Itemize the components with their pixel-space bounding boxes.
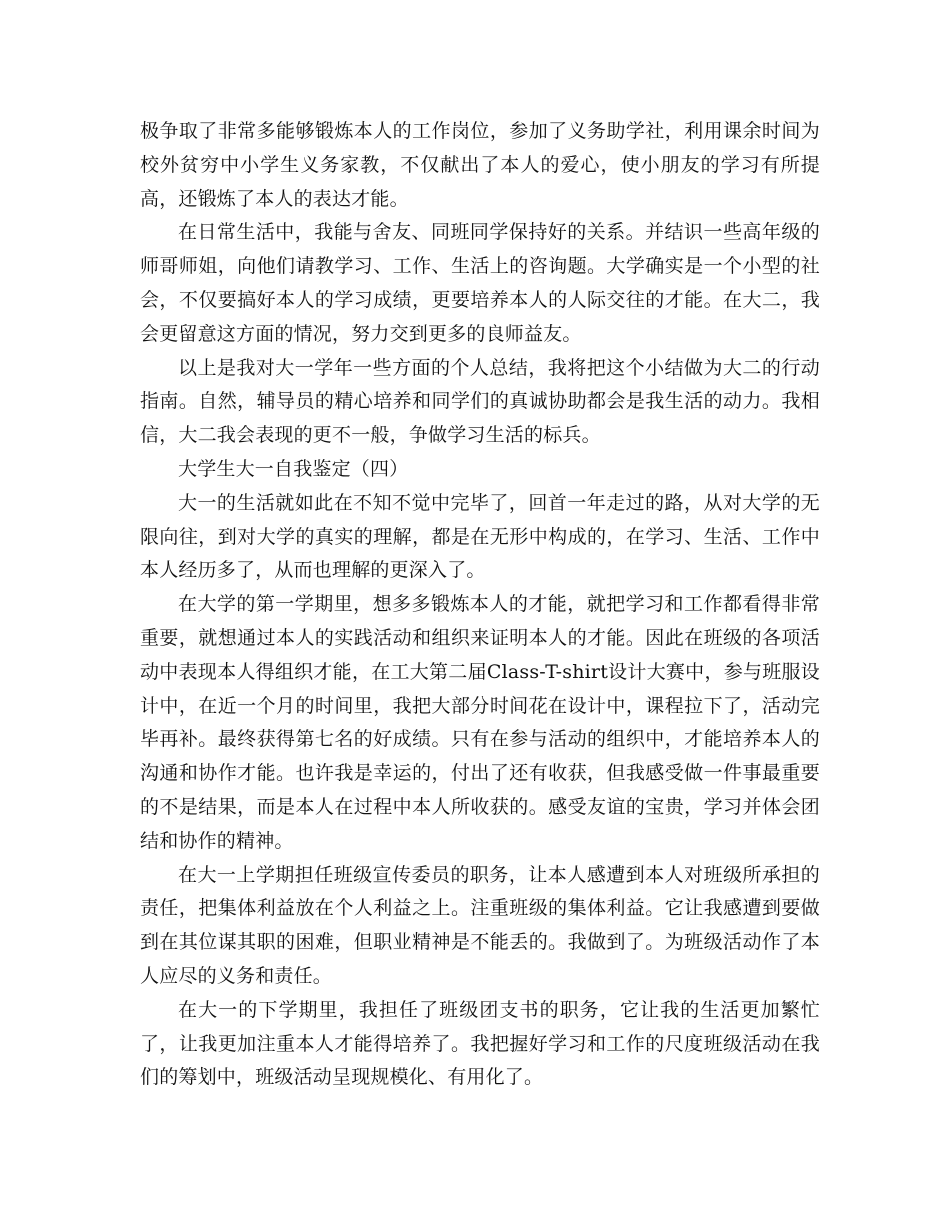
paragraph-continued: 极争取了非常多能够锻炼本人的工作岗位，参加了义务助学社，利用课余时间为校外贫穷中小学生义务家教，不仅献出了本人的爱心，使小朋友的学习有所提高，还锻炼了本人的表达才能。 <box>140 120 820 210</box>
paragraph-daily-life: 在日常生活中，我能与舍友、同班同学保持好的关系。并结识一些高年级的师哥师姐，向他们请教学习、工作、生活上的咨询题。大学确实是一个小型的社会，不仅要搞好本人的学习成绩，更要培养本人的人际交往的才能。在大二，我会更留意这方面的情况，努力交到更多的良师益友。 <box>140 221 820 345</box>
paragraph-summary: 以上是我对大一学年一些方面的个人总结，我将把这个小结做为大二的行动指南。自然，辅导员的精心培养和同学们的真诚协助都会是我生活的动力。我相信，大二我会表现的更不一般，争做学习生活的标兵。 <box>140 356 820 447</box>
paragraph-freshman-life: 大一的生活就如此在不知不觉中完毕了，回首一年走过的路，从对大学的无限向往，到对大学的真实的理解，都是在无形中构成的，在学习、生活、工作中本人经历多了，从而也理解的更深入了。 <box>140 491 820 582</box>
paragraph-first-semester: 在大学的第一学期里，想多多锻炼本人的才能，就把学习和工作都看得非常重要，就想通过本人的实践活动和组织来证明本人的才能。因此在班级的各项活动中表现本人得组织才能，在工大第二届Class-T-shirt设计大赛中，参与班服设计中，在近一个月的时间里，我把大部分时间花在设计中，课程拉下了，活动完毕再补。最终获得第七名的好成绩。只有在参与活动的组织中，才能培养本人的沟通和协作才能。也许我是幸运的，付出了还有收获，但我感受做一件事最重要的不是结果，而是本人在过程中本人所收获的。感受友谊的宝贵，学习并体会团结和协作的精神。 <box>140 593 820 852</box>
paragraph-league-secretary: 在大一的下学期里，我担任了班级团支书的职务，它让我的生活更加繁忙了，让我更加注重本人才能得培养了。我把握好学习和工作的尺度班级活动在我们的筹划中，班级活动呈现规模化、有用化了。 <box>140 998 820 1089</box>
section-heading: 大学生大一自我鉴定（四） <box>178 457 409 480</box>
paragraph-publicity-role: 在大一上学期担任班级宣传委员的职务，让本人感遭到本人对班级所承担的责任，把集体利益放在个人利益之上。注重班级的集体利益。它让我感遭到要做到在其位谋其职的困难，但职业精神是不能丢的。我做到了。为班级活动作了本人应尽的义务和责任。 <box>140 863 820 987</box>
document-page <box>140 115 820 1095</box>
